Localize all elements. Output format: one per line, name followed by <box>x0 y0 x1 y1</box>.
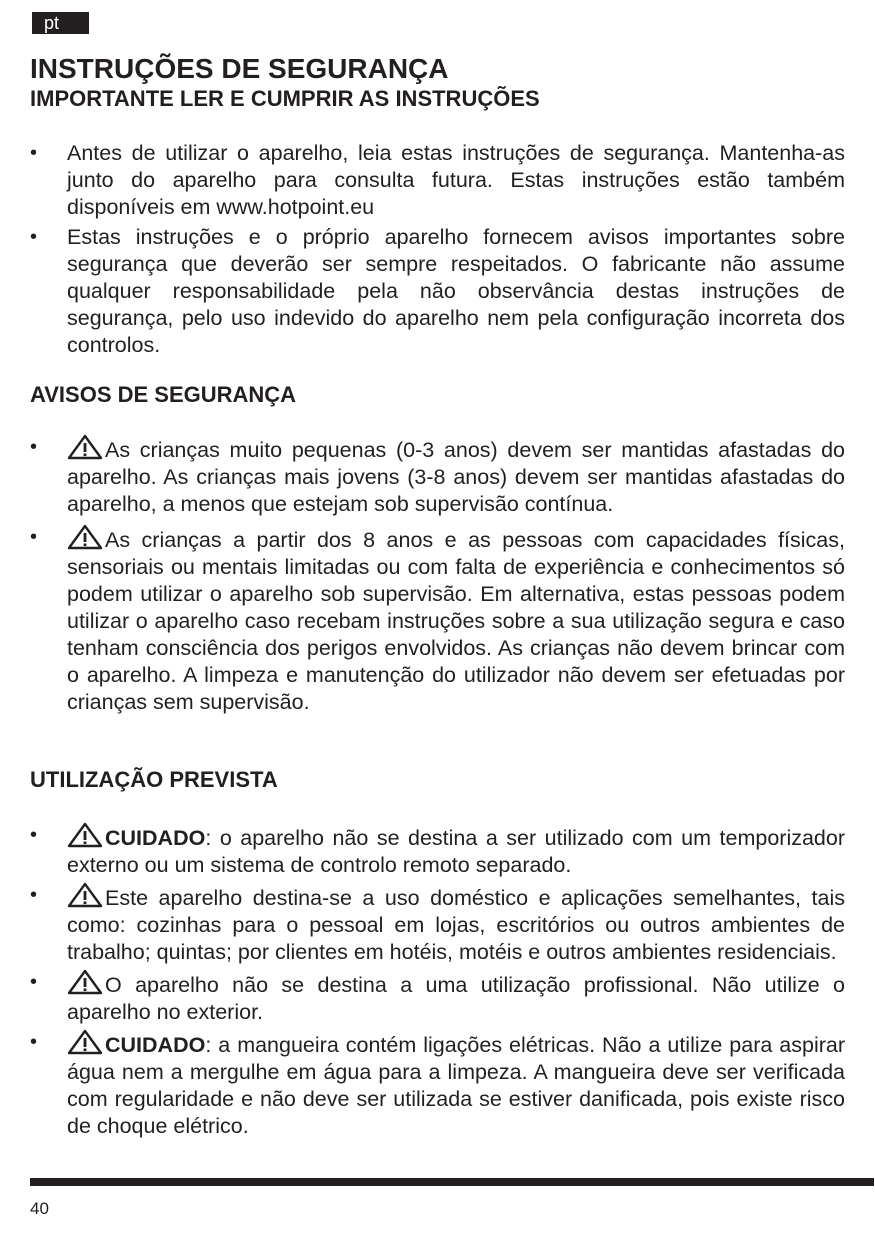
page-number: 40 <box>30 1199 49 1218</box>
list-item <box>30 1029 845 1140</box>
page-title: INSTRUÇÕES DE SEGURANÇA <box>30 53 449 84</box>
warning-triangle-icon <box>67 1029 103 1055</box>
list-item <box>30 140 845 221</box>
intro-item-text: Estas instruções e o próprio aparelho fornecem avisos importantes sobre segurança que deverão ser sempre respeitados. O fabricante não assume qualquer responsabilidade pela não observância destas instruções de segurança, pelo uso indevido do aparelho nem pela configuração incorreta dos controlos. <box>67 225 845 357</box>
list-item <box>30 224 845 359</box>
bullet-icon: • <box>30 884 38 906</box>
intended-use-text: : o aparelho não se destina a ser utilizado com um temporizador externo ou um sistema de controlo remoto separado. <box>67 826 845 877</box>
safety-warnings-list <box>30 434 845 719</box>
footer-rule <box>30 1178 874 1186</box>
warning-triangle-icon <box>67 524 103 550</box>
intended-use-list <box>30 822 845 1143</box>
list-item <box>30 524 845 716</box>
bullet-icon: • <box>30 226 38 248</box>
bullet-icon: • <box>30 1031 38 1053</box>
list-item <box>30 969 845 1026</box>
warning-triangle-icon <box>67 882 103 908</box>
warning-triangle-icon <box>67 969 103 995</box>
caution-label: CUIDADO <box>105 826 206 850</box>
list-item <box>30 434 845 518</box>
page-subtitle: IMPORTANTE LER E CUMPRIR AS INSTRUÇÕES <box>30 86 540 111</box>
bullet-icon: • <box>30 526 38 548</box>
section-heading-safety-warnings: AVISOS DE SEGURANÇA <box>30 382 297 407</box>
section-heading-intended-use: UTILIZAÇÃO PREVISTA <box>30 767 278 792</box>
bullet-icon: • <box>30 971 38 993</box>
warning-triangle-icon <box>67 822 103 848</box>
list-item <box>30 882 845 966</box>
intended-use-text: Este aparelho destina-se a uso doméstico e aplicações semelhantes, tais como: cozinhas para o pessoal em lojas, escritórios ou outros ambientes de trabalho; quintas; por clientes em hotéis, motéis e outros ambientes residenciais. <box>67 886 845 964</box>
intro-list <box>30 140 845 362</box>
warning-triangle-icon <box>67 434 103 460</box>
bullet-icon: • <box>30 142 38 164</box>
warning-text: As crianças a partir dos 8 anos e as pessoas com capacidades físicas, sensoriais ou mentais limitadas ou com falta de experiência e conhecimentos só podem utilizar o aparelho sob supervisão. Em alternativa, estas pessoas podem utilizar o aparelho caso recebam instruções sobre a sua utilização segura e caso tenham consciência dos perigos envolvidos. As crianças não devem brincar com o aparelho. A limpeza e manutenção do utilizador não devem ser efetuadas por crianças sem supervisão. <box>67 528 845 714</box>
intro-item-text: Antes de utilizar o aparelho, leia estas instruções de segurança. Mantenha-as junto do aparelho para consulta futura. Estas instruções estão também disponíveis em www.hotpoint.eu <box>67 141 845 219</box>
caution-label: CUIDADO <box>105 1033 206 1057</box>
bullet-icon: • <box>30 436 38 458</box>
language-tab: pt <box>32 12 89 34</box>
bullet-icon: • <box>30 824 38 846</box>
list-item <box>30 822 845 879</box>
warning-text: As crianças muito pequenas (0-3 anos) devem ser mantidas afastadas do aparelho. As crianças mais jovens (3-8 anos) devem ser mantidas afastadas do aparelho, a menos que estejam sob supervisão contínua. <box>67 438 845 516</box>
intended-use-text: : a mangueira contém ligações elétricas. Não a utilize para aspirar água nem a mergulhe em água para a limpeza. A mangueira deve ser verificada com regularidade e não deve ser utilizada se estiver danificada, pois existe risco de choque elétrico. <box>67 1033 845 1138</box>
intended-use-text: O aparelho não se destina a uma utilização profissional. Não utilize o aparelho no exterior. <box>67 973 845 1024</box>
